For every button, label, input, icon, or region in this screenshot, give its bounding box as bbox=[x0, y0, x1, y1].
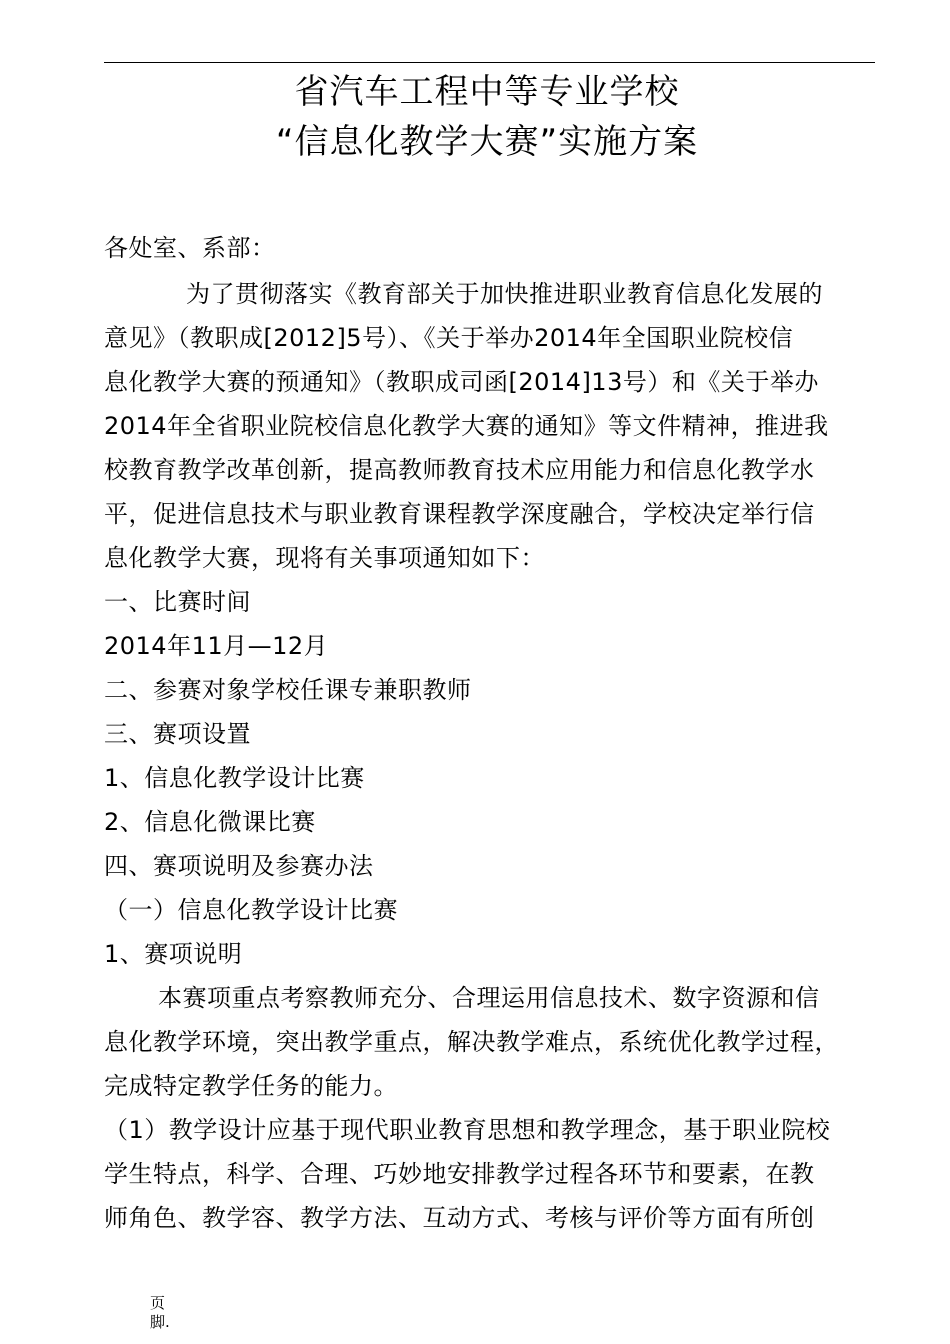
section-heading: 二、参赛对象学校任课专兼职教师 bbox=[104, 676, 472, 704]
section-heading: 一、比赛时间 bbox=[104, 588, 251, 616]
salutation: 各处室、系部： bbox=[104, 234, 276, 262]
paragraph-line: 息化教学环境，突出教学重点，解决教学难点，系统优化教学过程， bbox=[104, 1028, 839, 1056]
paragraph-line: 意见》（教职成[2012]5号）、《关于举办2014年全国职业院校信 bbox=[104, 324, 794, 352]
paragraph-line: 平，促进信息技术与职业教育课程教学深度融合，学校决定举行信 bbox=[104, 500, 815, 528]
paragraph-line: 息化教学大赛，现将有关事项通知如下： bbox=[104, 544, 545, 572]
subsection-heading: （一）信息化教学设计比赛 bbox=[104, 896, 398, 924]
header-rule bbox=[104, 62, 875, 63]
paragraph-line: 学生特点，科学、合理、巧妙地安排教学过程各环节和要素，在教 bbox=[104, 1160, 815, 1188]
paragraph-line: 师角色、教学容、教学方法、互动方式、考核与评价等方面有所创 bbox=[104, 1204, 815, 1232]
footer-line: 脚. bbox=[150, 1313, 170, 1331]
footer-line: 页 bbox=[150, 1294, 166, 1312]
paragraph-line: 2014年全省职业院校信息化教学大赛的通知》等文件精神，推进我 bbox=[104, 412, 829, 440]
section-heading: 四、赛项说明及参赛办法 bbox=[104, 852, 374, 880]
list-item: 1、信息化教学设计比赛 bbox=[104, 764, 365, 792]
paragraph-line: 为了贯彻落实《教育部关于加快推进职业教育信息化发展的 bbox=[186, 280, 823, 308]
document-title: 省汽车工程中等专业学校 bbox=[294, 72, 680, 112]
page-footer bbox=[150, 1294, 170, 1332]
paragraph-line: 本赛项重点考察教师充分、合理运用信息技术、数字资源和信 bbox=[158, 984, 820, 1012]
section-heading: 三、赛项设置 bbox=[104, 720, 251, 748]
list-item: 2、信息化微课比赛 bbox=[104, 808, 316, 836]
section-text: 2014年11月—12月 bbox=[104, 632, 329, 660]
paragraph-line: 校教育教学改革创新，提高教师教育技术应用能力和信息化教学水 bbox=[104, 456, 815, 484]
document-subtitle: “信息化教学大赛”实施方案 bbox=[275, 122, 699, 162]
subsection-heading: 1、赛项说明 bbox=[104, 940, 243, 968]
paragraph-line: 息化教学大赛的预通知》（教职成司函[2014]13号）和《关于举办 bbox=[104, 368, 819, 396]
paragraph-line: （1）教学设计应基于现代职业教育思想和教学理念，基于职业院校 bbox=[104, 1116, 831, 1144]
paragraph-line: 完成特定教学任务的能力。 bbox=[104, 1072, 398, 1100]
